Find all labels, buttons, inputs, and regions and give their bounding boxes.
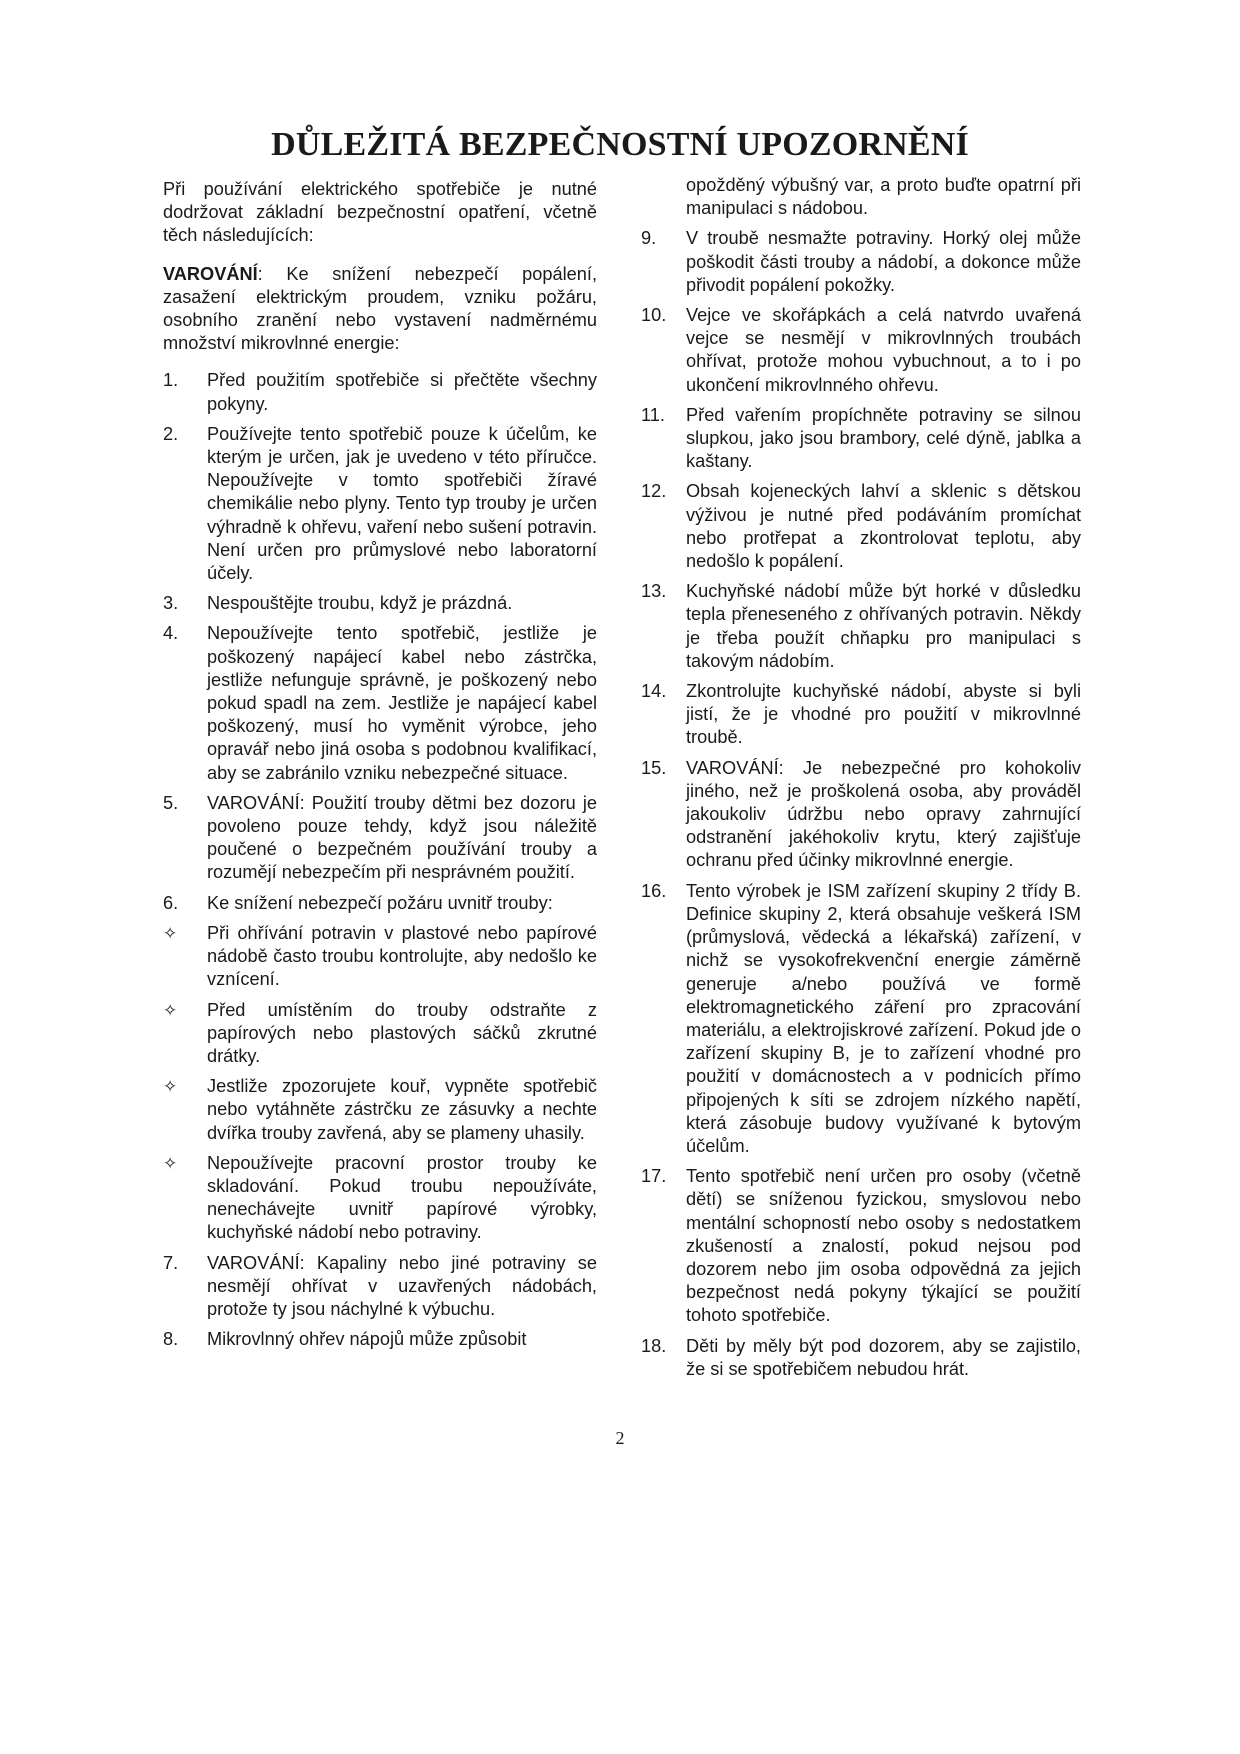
item-text: Jestliže zpozorujete kouř, vypněte spotřebič nebo vytáhněte zástrčku ze zásuvky a nechte dvířka trouby zavřená, aby se plameny uhasily. xyxy=(207,1076,597,1143)
item-number: 6. xyxy=(163,892,179,913)
item-text: VAROVÁNÍ: Je nebezpečné pro kohokoliv jiného, než je proškolená osoba, aby prováděl jakoukoliv údržbu nebo opravy zahrnující odstranění jakéhokoliv krytu, který zajišťuje ochranu před účinky mikrovlnné energie. xyxy=(686,757,1081,871)
intro-paragraph: Při používání elektrického spotřebiče je nutné dodržovat základní bezpečnostní opatření, včetně těch následujících: xyxy=(163,179,597,246)
item-text: Nespouštějte troubu, když je prázdná. xyxy=(207,593,513,614)
diamond-bullet-icon: ✧ xyxy=(163,1077,178,1097)
item-text: Děti by měly být pod dozorem, aby se zajistilo, že si se spotřebičem nebudou hrát. xyxy=(686,1335,1081,1379)
list-item xyxy=(163,423,597,585)
left-column xyxy=(163,178,597,1358)
list-item xyxy=(641,580,1081,673)
list-item xyxy=(641,757,1081,873)
item-number: 8. xyxy=(163,1329,179,1350)
item-text: Před umístěním do trouby odstraňte z papírových nebo plastových sáčků zkrutné drátky. xyxy=(207,999,597,1066)
diamond-bullet-icon: ✧ xyxy=(163,1153,178,1173)
item-number: 5. xyxy=(163,792,179,813)
item-text: Obsah kojeneckých lahví a sklenic s dětskou výživou je nutné před podáváním promíchat nebo protřepat a zkontrolovat teplotu, aby nedošlo k popálení. xyxy=(686,481,1081,572)
item-text: V troubě nesmažte potraviny. Horký olej může poškodit části trouby a nádobí, a dokonce může přivodit popálení pokožky. xyxy=(686,228,1081,295)
item-text: Nepoužívejte tento spotřebič, jestliže je poškozený napájecí kabel nebo zástrčka, jestliže nefunguje správně, je poškozený nebo pokud spadl na zem. Jestliže je napájecí kabel poškozený, musí ho vyměnit výrobce, jeho opravář nebo jiná osoba s podobnou kvalifikací, aby se zabránilo vzniku nebezpečné situace. xyxy=(207,623,597,783)
continued-item-text: opožděný výbušný var, a proto buďte opatrní při manipulaci s nádobou. xyxy=(686,175,1081,219)
diamond-bullet-icon: ✧ xyxy=(163,923,178,943)
item-number: 2. xyxy=(163,423,179,444)
item-text: Používejte tento spotřebič pouze k účelům, ke kterým je určen, jak je uvedeno v této příručce. Nepoužívejte v tomto spotřebiči žíravé chemikálie nebo plyny. Tento typ trouby je určen výhradně k ohřevu, vaření nebo sušení potravin. Není určen pro průmyslové nebo laboratorní účely. xyxy=(207,423,597,584)
list-item xyxy=(641,1335,1081,1381)
item-text: Nepoužívejte pracovní prostor trouby ke skladování. Pokud troubu nepoužíváte, nenechávejte uvnitř papírové výrobky, kuchyňské nádobí nebo potraviny. xyxy=(207,1152,597,1243)
list-item xyxy=(163,622,597,784)
list-item xyxy=(163,792,597,885)
page-number: 2 xyxy=(615,1428,625,1448)
item-number: 11. xyxy=(641,404,665,425)
right-safety-list xyxy=(641,227,1081,1381)
list-item xyxy=(163,922,597,992)
item-text: Tento výrobek je ISM zařízení skupiny 2 třídy B. Definice skupiny 2, která obsahuje veškerá ISM (průmyslová, vědecká a lékařská) zařízení, v nichž se vysokofrekvenční energie záměrně generuje a/nebo používá ve formě elektromagnetického záření pro zpracování materiálu, a elektrojiskrové zařízení. Pokud jde o zařízení skupiny B, je to zařízení vhodné pro použití v domácnostech a v podnicích přímo připojených k síti se zdrojem nízkého napětí, která zásobuje budovy využívané k bytovým účelům. xyxy=(686,880,1081,1156)
item-text: Vejce ve skořápkách a celá natvrdo uvařená vejce se nesmějí v mikrovlnných troubách ohřívat, protože mohou vybuchnout, a to i po ukončení mikrovlnného ohřevu. xyxy=(686,305,1081,395)
list-item xyxy=(163,1328,597,1351)
list-item xyxy=(641,680,1081,750)
list-item xyxy=(641,880,1081,1158)
item-number: 1. xyxy=(163,370,179,391)
item-number: 15. xyxy=(641,757,667,778)
list-item xyxy=(641,304,1081,397)
item-text: Zkontrolujte kuchyňské nádobí, abyste si byli jistí, že je vhodné pro použití v mikrovlnné troubě. xyxy=(686,681,1081,748)
right-column xyxy=(641,174,1081,1388)
item-text: Kuchyňské nádobí může být horké v důsledku tepla přeneseného z ohřívaných potravin. Někdy je třeba použít chňapku pro manipulaci s takovým nádobím. xyxy=(686,581,1081,671)
list-item xyxy=(163,999,597,1069)
diamond-bullet-icon: ✧ xyxy=(163,1000,178,1020)
item-text: VAROVÁNÍ: Kapaliny nebo jiné potraviny se nesmějí ohřívat v uzavřených nádobách, protože ty jsou náchylné k výbuchu. xyxy=(207,1252,597,1319)
list-item xyxy=(163,1252,597,1322)
item-number: 12. xyxy=(641,481,667,502)
list-item xyxy=(163,1075,597,1145)
list-item xyxy=(641,1165,1081,1327)
item-number: 17. xyxy=(641,1166,667,1187)
item-text: Tento spotřebič není určen pro osoby (včetně dětí) se sníženou fyzickou, smyslovou nebo mentální schopností nebo osoby s nedostatkem zkušeností a znalostí, pokud nejsou pod dozorem nebo jim osoba odpovědná za jejich bezpečnost nedá pokyny týkající se použití tohoto spotřebiče. xyxy=(686,1166,1081,1326)
left-safety-list xyxy=(163,369,597,1351)
item-text: Ke snížení nebezpečí požáru uvnitř trouby: xyxy=(207,892,553,913)
page-title: DŮLEŽITÁ BEZPEČNOSTNÍ UPOZORNĚNÍ xyxy=(271,126,969,163)
warning-text: : Ke snížení nebezpečí popálení, zasažení elektrickým proudem, vzniku požáru, osobního zranění nebo vystavení nadměrnému množství mikrovlnné energie: xyxy=(163,263,597,354)
item-number: 14. xyxy=(641,681,667,702)
list-item xyxy=(641,227,1081,297)
list-item xyxy=(163,1152,597,1245)
item-number: 7. xyxy=(163,1252,179,1273)
warning-paragraph xyxy=(163,263,597,356)
item-text: Při ohřívání potravin v plastové nebo papírové nádobě často troubu kontrolujte, aby nedošlo ke vznícení. xyxy=(207,922,597,990)
item-text: Před použitím spotřebiče si přečtěte všechny pokyny. xyxy=(207,370,597,414)
item-number: 3. xyxy=(163,593,179,614)
item-text: VAROVÁNÍ: Použití trouby dětmi bez dozoru je povoleno pouze tehdy, když jsou náležitě poučené o bezpečném používání trouby a rozumějí nebezpečím při nesprávném použití. xyxy=(207,792,597,883)
item-text: Před vařením propíchněte potraviny se silnou slupkou, jako jsou brambory, celé dýně, jablka a kaštany. xyxy=(686,404,1081,472)
item-number: 4. xyxy=(163,623,179,644)
item-number: 18. xyxy=(641,1335,667,1356)
item-text: Mikrovlnný ohřev nápojů může způsobit xyxy=(207,1329,527,1350)
item-number: 10. xyxy=(641,305,667,326)
item-number: 16. xyxy=(641,880,667,901)
item-number: 9. xyxy=(641,228,657,249)
list-item xyxy=(163,369,597,415)
warning-label: VAROVÁNÍ xyxy=(163,263,258,284)
list-item xyxy=(641,480,1081,573)
list-item xyxy=(163,592,597,615)
item-number: 13. xyxy=(641,581,667,602)
list-item xyxy=(641,404,1081,474)
list-item xyxy=(163,892,597,915)
